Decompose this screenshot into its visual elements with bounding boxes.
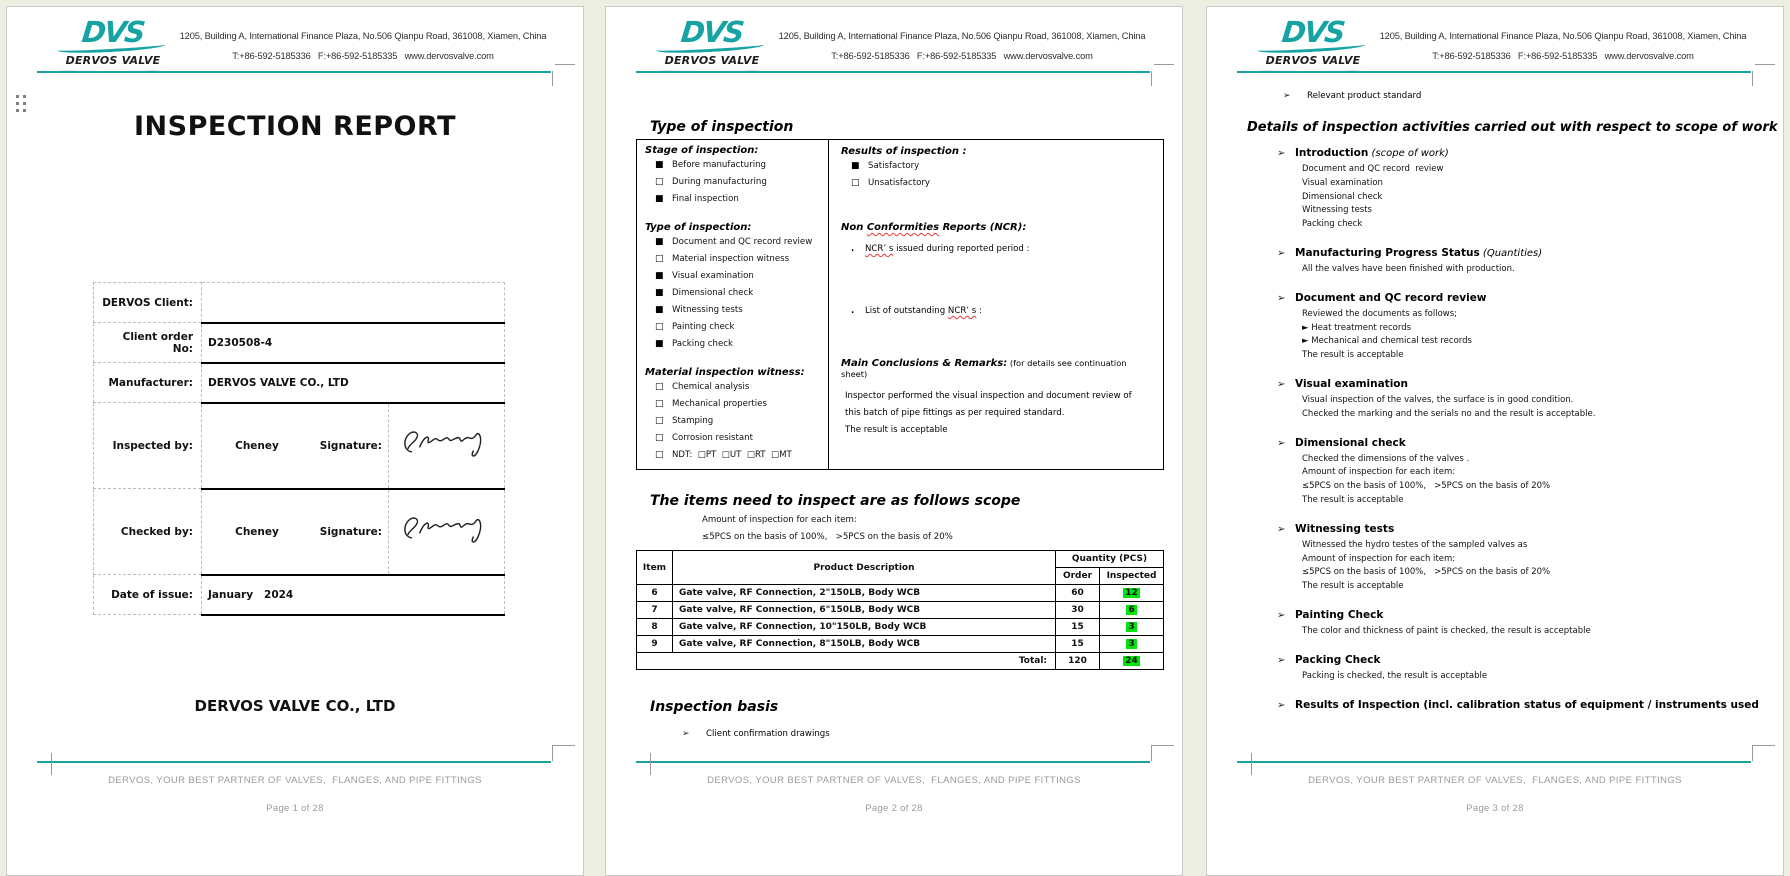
logo-swoosh-icon bbox=[57, 40, 165, 55]
section-line: Witnessing tests bbox=[1302, 205, 1372, 216]
section-note: (scope of work) bbox=[1368, 148, 1449, 159]
signature-label: Signature: bbox=[319, 439, 382, 452]
section-results-of-inspection bbox=[1207, 699, 1777, 711]
arrow-bullet-icon: ➢ bbox=[1277, 699, 1286, 711]
logo-swoosh-icon bbox=[1257, 40, 1365, 55]
checkbox-item bbox=[655, 322, 822, 339]
section-title: Dimensional check bbox=[1295, 436, 1406, 449]
checkbox-item bbox=[851, 178, 1155, 195]
inspection-type-right-column bbox=[829, 140, 1163, 469]
checkbox-label: Packing check bbox=[672, 339, 733, 349]
ncr-title: Non Conformities Reports (NCR): bbox=[841, 222, 1027, 233]
details-heading: Details of inspection activities carried out with respect to scope of work bbox=[1247, 120, 1778, 135]
conclusions-title: Main Conclusions & Remarks: (for details see continuation sheet) bbox=[841, 358, 1127, 379]
section-title: Painting Check bbox=[1295, 608, 1384, 621]
address-line-1: 1205, Building A, International Finance Plaza, No.506 Qianpu Road, 361008, Xiamen, China bbox=[179, 31, 547, 41]
arrow-bullet-icon: ➢ bbox=[682, 729, 690, 739]
material-witness-group bbox=[645, 367, 822, 467]
stage-of-inspection-group bbox=[645, 145, 822, 211]
table-row bbox=[637, 636, 1164, 653]
table-row bbox=[94, 323, 505, 363]
col-header-description: Product Description bbox=[673, 551, 1056, 585]
bullet: . bbox=[851, 306, 855, 316]
checkbox-label: Stamping bbox=[672, 416, 714, 426]
section-line: Witnessed the hydro testes of the sampled valves as bbox=[1302, 539, 1528, 550]
checker-signature-image bbox=[388, 490, 498, 574]
checkbox-icon: ■ bbox=[655, 160, 664, 170]
item-no: 9 bbox=[637, 636, 673, 653]
company-address bbox=[1365, 26, 1761, 66]
total-order-qty: 120 bbox=[1056, 653, 1100, 670]
signature-label: Signature: bbox=[319, 525, 382, 538]
checkbox-item bbox=[655, 254, 822, 271]
header-rule bbox=[1237, 71, 1751, 73]
item-description: Gate valve, RF Connection, 10"150LB, Body WCB bbox=[673, 619, 1056, 636]
checkbox-item bbox=[851, 161, 1155, 178]
section-line: The result is acceptable bbox=[1302, 350, 1404, 361]
section-line: ► Mechanical and chemical test records bbox=[1302, 336, 1472, 347]
section-line: ► Heat treatment records bbox=[1302, 322, 1412, 333]
item-description: Gate valve, RF Connection, 6"150LB, Body WCB bbox=[673, 602, 1056, 619]
checkbox-label: Visual examination bbox=[672, 271, 754, 281]
checked-by-label: Checked by: bbox=[94, 489, 202, 575]
manufacturer-value: DERVOS VALVE CO., LTD bbox=[202, 363, 505, 403]
section-title: Packing Check bbox=[1295, 653, 1381, 666]
section-line: The result is acceptable bbox=[1302, 494, 1404, 505]
section-line: Amount of inspection for each item: bbox=[1302, 467, 1456, 478]
item-order-qty: 15 bbox=[1056, 619, 1100, 636]
total-inspected-qty: 24 bbox=[1100, 653, 1164, 670]
checkbox-icon: □ bbox=[851, 178, 860, 188]
section-line: ≤5PCS on the basis of 100%, >5PCS on the basis of 20% bbox=[1302, 567, 1551, 578]
section-title: Witnessing tests bbox=[1295, 522, 1395, 535]
checkbox-icon: □ bbox=[655, 399, 664, 409]
order-no-label: Client order No: bbox=[94, 323, 202, 363]
arrow-bullet-icon: ➢ bbox=[1277, 378, 1286, 390]
arrow-bullet-icon: ➢ bbox=[1277, 654, 1286, 666]
page-number: Page 2 of 28 bbox=[865, 803, 923, 814]
item-inspected-qty: 3 bbox=[1100, 619, 1164, 636]
conclusion-line: The result is acceptable bbox=[845, 425, 948, 435]
checkbox-item bbox=[655, 194, 822, 211]
document-page-3 bbox=[1206, 6, 1784, 876]
col-header-order: Order bbox=[1056, 568, 1100, 585]
dervos-logo bbox=[654, 15, 770, 72]
section-packing-check bbox=[1207, 654, 1777, 684]
table-row bbox=[637, 585, 1164, 602]
table-header-row bbox=[637, 551, 1164, 568]
ncr-issued-line: . NCR’ s issued during reported period : bbox=[851, 244, 1030, 254]
address-line-1: 1205, Building A, International Finance Plaza, No.506 Qianpu Road, 361008, Xiamen, China bbox=[778, 31, 1146, 41]
checkbox-icon: □ bbox=[655, 322, 664, 332]
section-line: ≤5PCS on the basis of 100%, >5PCS on the basis of 20% bbox=[1302, 481, 1551, 492]
address-line-2: T:+86-592-5185336 F:+86-592-5185335 www.dervosvalve.com bbox=[1432, 51, 1694, 61]
margin-mark bbox=[1753, 745, 1775, 746]
item-order-qty: 30 bbox=[1056, 602, 1100, 619]
section-painting-check bbox=[1207, 609, 1777, 639]
margin-mark bbox=[552, 745, 553, 761]
item-no: 6 bbox=[637, 585, 673, 602]
logo-subtext: DERVOS VALVE bbox=[65, 54, 161, 67]
inspection-type-table bbox=[636, 139, 1164, 470]
checkbox-item bbox=[655, 382, 822, 399]
table-total-row bbox=[637, 653, 1164, 670]
inspection-type-left-column bbox=[637, 140, 829, 469]
manufacturer-label: Manufacturer: bbox=[94, 363, 202, 403]
item-no: 7 bbox=[637, 602, 673, 619]
arrow-bullet-icon: ➢ bbox=[1277, 247, 1286, 259]
client-label: DERVOS Client: bbox=[94, 283, 202, 323]
order-no-value: D230508-4 bbox=[202, 323, 505, 363]
company-address bbox=[165, 26, 561, 66]
checkbox-label: Corrosion resistant bbox=[672, 433, 753, 443]
section-title: Visual examination bbox=[1295, 377, 1408, 390]
ncr-outstanding-line: . List of outstanding NCR’ s : bbox=[851, 306, 982, 316]
report-title: INSPECTION REPORT bbox=[133, 111, 457, 142]
footer-rule bbox=[37, 761, 551, 763]
item-inspected-qty: 3 bbox=[1100, 636, 1164, 653]
section-progress-status bbox=[1207, 247, 1777, 277]
table-row bbox=[94, 283, 505, 323]
client-value bbox=[202, 283, 505, 323]
checkbox-icon: □ bbox=[655, 177, 664, 187]
amount-note-1: Amount of inspection for each item: bbox=[702, 515, 857, 525]
table-row bbox=[637, 619, 1164, 636]
margin-mark bbox=[1752, 71, 1753, 86]
footer-slogan: DERVOS, YOUR BEST PARTNER OF VALVES, FLANGES, AND PIPE FITTINGS bbox=[108, 775, 482, 786]
footer-slogan: DERVOS, YOUR BEST PARTNER OF VALVES, FLANGES, AND PIPE FITTINGS bbox=[707, 775, 1081, 786]
inspector-name: Cheney bbox=[235, 439, 279, 452]
address-line-2: T:+86-592-5185336 F:+86-592-5185335 www.dervosvalve.com bbox=[831, 51, 1093, 61]
checkbox-icon: ■ bbox=[851, 161, 860, 171]
section-line: Packing check bbox=[1302, 219, 1363, 230]
checkbox-item bbox=[655, 305, 822, 322]
section-title: Introduction bbox=[1295, 147, 1369, 159]
logo-dvs-text: DVS bbox=[1280, 15, 1346, 49]
logo-swoosh-icon bbox=[656, 40, 764, 55]
arrow-bullet-icon: ➢ bbox=[1277, 437, 1286, 449]
checkbox-label: Chemical analysis bbox=[672, 382, 750, 392]
checkbox-item bbox=[655, 450, 822, 467]
item-order-qty: 60 bbox=[1056, 585, 1100, 602]
conclusion-line: this batch of pipe fittings as per required standard. bbox=[845, 408, 1065, 418]
results-of-inspection-group bbox=[841, 146, 1155, 195]
inspection-basis-item bbox=[682, 729, 830, 739]
section-line: Checked the marking and the serials no and the result is acceptable. bbox=[1302, 408, 1596, 419]
relevant-standard-item bbox=[1283, 91, 1421, 101]
section-title: Manufacturing Progress Status bbox=[1295, 246, 1480, 259]
checkbox-label: Before manufacturing bbox=[672, 160, 767, 170]
checkbox-label: Witnessing tests bbox=[672, 305, 743, 315]
margin-mark bbox=[553, 745, 575, 746]
section-line: The color and thickness of paint is checked, the result is acceptable bbox=[1302, 625, 1591, 636]
bullet: . bbox=[851, 244, 855, 254]
section-note: (Quantities) bbox=[1479, 247, 1543, 259]
checkbox-item bbox=[655, 237, 822, 254]
section-line: Reviewed the documents as follows; bbox=[1302, 308, 1458, 319]
checkbox-icon: ■ bbox=[655, 194, 664, 204]
item-inspected-qty: 6 bbox=[1100, 602, 1164, 619]
header-rule bbox=[636, 71, 1150, 73]
arrow-bullet-icon: ➢ bbox=[1277, 523, 1286, 535]
section-document-review bbox=[1207, 292, 1777, 363]
report-info-table bbox=[93, 282, 505, 616]
inspection-activity-sections bbox=[1207, 147, 1777, 726]
checkbox-icon: □ bbox=[655, 450, 664, 460]
checkbox-label: Mechanical properties bbox=[672, 399, 767, 409]
group-title: Stage of inspection: bbox=[645, 145, 759, 156]
checkbox-item bbox=[655, 416, 822, 433]
total-label: Total: bbox=[637, 653, 1056, 670]
logo-subtext: DERVOS VALVE bbox=[664, 54, 760, 67]
header-rule bbox=[37, 71, 551, 73]
checkbox-item bbox=[655, 433, 822, 450]
margin-mark bbox=[1154, 64, 1174, 65]
type-of-inspection-title: Type of inspection bbox=[650, 119, 794, 135]
section-line: Visual inspection of the valves, the surface is in good condition. bbox=[1302, 394, 1574, 405]
margin-mark bbox=[1151, 71, 1152, 86]
checkbox-icon: ■ bbox=[655, 237, 664, 247]
checkbox-icon: □ bbox=[655, 416, 664, 426]
checkbox-label: Dimensional check bbox=[672, 288, 754, 298]
checkbox-icon: ■ bbox=[655, 288, 664, 298]
conclusions-group bbox=[841, 358, 1155, 384]
checkbox-icon: □ bbox=[655, 254, 664, 264]
section-title: Results of Inspection (incl. calibration status of equipment / instruments used bbox=[1295, 698, 1759, 711]
margin-mark bbox=[555, 64, 575, 65]
checkbox-item bbox=[655, 177, 822, 194]
col-header-quantity: Quantity (PCS) bbox=[1056, 551, 1164, 568]
checkbox-label: NDT: □PT □UT □RT □MT bbox=[672, 450, 792, 460]
inspection-basis-title: Inspection basis bbox=[650, 699, 779, 715]
checkbox-label: Satisfactory bbox=[868, 161, 920, 171]
margin-mark bbox=[1152, 745, 1174, 746]
address-line-1: 1205, Building A, International Finance Plaza, No.506 Qianpu Road, 361008, Xiamen, China bbox=[1379, 31, 1747, 41]
footer-rule bbox=[1237, 761, 1751, 763]
table-row bbox=[94, 489, 505, 575]
conclusions-body bbox=[845, 388, 1155, 439]
checkbox-label: During manufacturing bbox=[672, 177, 767, 187]
checkbox-item bbox=[655, 160, 822, 177]
checker-name: Cheney bbox=[235, 525, 279, 538]
company-name: DERVOS VALVE CO., LTD bbox=[194, 697, 396, 715]
margin-mark bbox=[1752, 745, 1753, 761]
logo-dvs-text: DVS bbox=[679, 15, 745, 49]
checkbox-item bbox=[655, 288, 822, 305]
inspected-by-label: Inspected by: bbox=[94, 403, 202, 489]
checkbox-icon: ■ bbox=[655, 305, 664, 315]
margin-mark bbox=[1755, 64, 1775, 65]
dervos-logo bbox=[55, 15, 171, 72]
table-row bbox=[94, 575, 505, 615]
page-number: Page 3 of 28 bbox=[1466, 803, 1524, 814]
amount-note-2: ≤5PCS on the basis of 100%, >5PCS on the basis of 20% bbox=[702, 532, 953, 542]
inspector-signature-image bbox=[388, 404, 498, 488]
checkbox-item bbox=[655, 399, 822, 416]
section-witnessing-tests bbox=[1207, 523, 1777, 594]
margin-mark bbox=[51, 753, 52, 775]
section-line: Dimensional check bbox=[1302, 191, 1383, 202]
section-introduction bbox=[1207, 147, 1777, 232]
document-page-2 bbox=[605, 6, 1183, 876]
checkbox-label: Document and QC record review bbox=[672, 237, 813, 247]
conclusion-line: Inspector performed the visual inspection and document review of bbox=[845, 391, 1132, 401]
checked-by-cell bbox=[202, 489, 505, 575]
footer-slogan: DERVOS, YOUR BEST PARTNER OF VALVES, FLANGES, AND PIPE FITTINGS bbox=[1308, 775, 1682, 786]
col-header-inspected: Inspected bbox=[1100, 568, 1164, 585]
item-description: Gate valve, RF Connection, 8"150LB, Body WCB bbox=[673, 636, 1056, 653]
section-line: Packing is checked, the result is acceptable bbox=[1302, 670, 1488, 681]
section-line: All the valves have been finished with production. bbox=[1302, 263, 1515, 274]
footer-rule bbox=[636, 761, 1150, 763]
section-title: Document and QC record review bbox=[1295, 291, 1487, 304]
checkbox-icon: □ bbox=[655, 382, 664, 392]
checkbox-icon: ■ bbox=[655, 339, 664, 349]
group-title: Type of inspection: bbox=[645, 222, 752, 233]
checkbox-label: Unsatisfactory bbox=[868, 178, 930, 188]
section-line: Amount of inspection for each item: bbox=[1302, 553, 1456, 564]
logo-dvs-text: DVS bbox=[80, 15, 146, 49]
margin-mark bbox=[650, 753, 651, 775]
checkbox-icon: □ bbox=[655, 433, 664, 443]
checkbox-icon: ■ bbox=[655, 271, 664, 281]
col-header-item: Item bbox=[637, 551, 673, 585]
date-of-issue-value: January 2024 bbox=[202, 575, 505, 615]
address-line-2: T:+86-592-5185336 F:+86-592-5185335 www.dervosvalve.com bbox=[232, 51, 494, 61]
page-number: Page 1 of 28 bbox=[266, 803, 324, 814]
arrow-bullet-icon: ➢ bbox=[1277, 292, 1286, 304]
section-line: Document and QC record review bbox=[1302, 164, 1444, 174]
arrow-bullet-icon: ➢ bbox=[1277, 609, 1286, 621]
date-of-issue-label: Date of issue: bbox=[94, 575, 202, 615]
basis-item-label: Client confirmation drawings bbox=[706, 729, 830, 739]
section-line: Visual examination bbox=[1302, 177, 1383, 188]
item-description: Gate valve, RF Connection, 2"150LB, Body WCB bbox=[673, 585, 1056, 602]
items-scope-title: The items need to inspect are as follows scope bbox=[650, 493, 1021, 509]
document-page-1 bbox=[6, 6, 584, 876]
arrow-bullet-icon: ➢ bbox=[1283, 91, 1291, 101]
section-dimensional-check bbox=[1207, 437, 1777, 508]
checkbox-label: Material inspection witness bbox=[672, 254, 790, 264]
checkbox-item bbox=[655, 339, 822, 356]
table-row bbox=[637, 602, 1164, 619]
margin-mark bbox=[552, 71, 553, 86]
margin-mark bbox=[1151, 745, 1152, 761]
item-order-qty: 15 bbox=[1056, 636, 1100, 653]
group-title: Material inspection witness: bbox=[645, 367, 805, 378]
checkbox-item bbox=[655, 271, 822, 288]
margin-mark bbox=[1251, 753, 1252, 775]
bullet-label: Relevant product standard bbox=[1307, 91, 1422, 101]
section-line: Checked the dimensions of the valves . bbox=[1302, 453, 1470, 464]
group-title: Results of inspection : bbox=[841, 146, 967, 157]
item-inspected-qty: 12 bbox=[1100, 585, 1164, 602]
checkbox-label: Painting check bbox=[672, 322, 735, 332]
section-visual-examination bbox=[1207, 378, 1777, 422]
ncr-group bbox=[841, 222, 1155, 237]
items-table bbox=[636, 550, 1164, 670]
checkbox-label: Final inspection bbox=[672, 194, 739, 204]
type-of-inspection-group bbox=[645, 222, 822, 356]
arrow-bullet-icon: ➢ bbox=[1277, 148, 1286, 159]
item-no: 8 bbox=[637, 619, 673, 636]
dervos-logo bbox=[1255, 15, 1371, 72]
logo-subtext: DERVOS VALVE bbox=[1265, 54, 1361, 67]
company-address bbox=[764, 26, 1160, 66]
section-line: The result is acceptable bbox=[1302, 581, 1404, 592]
